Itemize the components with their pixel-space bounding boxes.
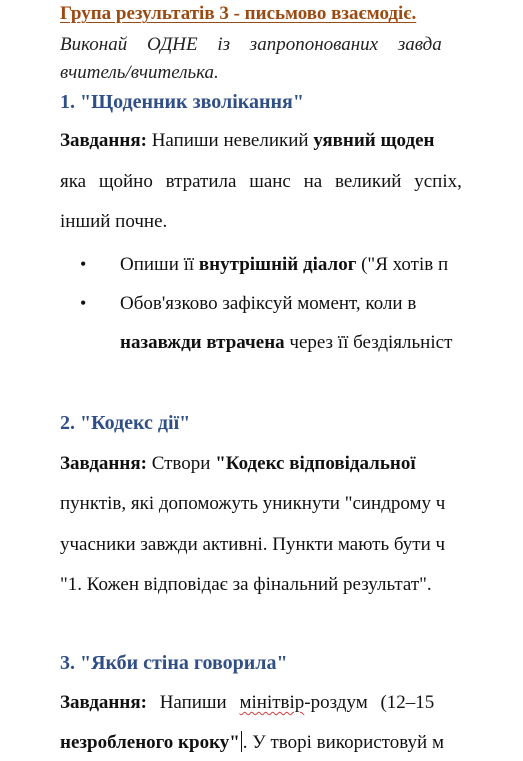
- task-2-line-1-text: Створи: [146, 453, 216, 474]
- task-label: Завдання:: [60, 130, 147, 151]
- task-1-line-3: інший почне.: [60, 211, 168, 232]
- task-3-line-1-text-a: Напиши: [146, 692, 240, 713]
- bullet-icon: •: [80, 293, 87, 313]
- bullet-item-2: [80, 291, 416, 316]
- bullet-2-text: Обов'язково зафіксуй момент, коли в: [120, 293, 417, 314]
- task-2-line-3: учасники завжди активні. Пункти мають бути ч: [60, 534, 446, 555]
- bullet-icon: •: [80, 254, 87, 274]
- task-2-line-2: пунктів, які допоможуть уникнути "синдрому ч: [60, 493, 446, 514]
- bullet-item-2-continuation: [120, 331, 452, 355]
- bullet-2-cont-text: через її бездіяльніст: [284, 332, 453, 353]
- task-2-line-1-bold: "Кодекс відповідальної: [215, 453, 416, 474]
- task-3-line-2-text: . У творі використовуй м: [242, 732, 444, 753]
- task-3-line-2: [60, 731, 444, 755]
- task-label: Завдання:: [60, 453, 147, 474]
- task-1-line-1-bold: уявний щоден: [313, 130, 435, 151]
- text-cursor: [241, 731, 242, 752]
- bullet-1-text: Опиши її: [120, 254, 199, 275]
- bullet-2-cont-bold: назавжди втрачена: [120, 332, 285, 353]
- task-3-line-2-bold: незробленого кроку": [60, 732, 240, 753]
- task-1-title: 1. "Щоденник зволікання": [60, 91, 304, 113]
- task-2-title: 2. "Кодекс дії": [60, 412, 191, 434]
- task-2-line-4: "1. Кожен відповідає за фінальний результат".: [60, 574, 432, 595]
- bullet-1-bold: внутрішній діалог: [198, 254, 357, 275]
- task-1-line-1: [60, 129, 435, 153]
- task-3-line-1: [60, 691, 434, 715]
- intro-line-1: Виконай ОДНЕ із запропонованих завда: [60, 34, 442, 55]
- task-1-line-1-text: Напиши невеликий: [146, 130, 314, 151]
- bullet-1-tail: ("Я хотів п: [356, 254, 449, 275]
- spellcheck-flagged-word[interactable]: мінітвір: [239, 692, 305, 713]
- task-2-line-1: [60, 452, 416, 476]
- intro-line-2: вчитель/вчителька.: [60, 62, 219, 83]
- task-label: Завдання:: [60, 692, 147, 713]
- task-3-title: 3. "Якби стіна говорила": [60, 652, 288, 674]
- task-1-line-2: яка щойно втратила шанс на великий успіх,: [60, 171, 462, 192]
- bullet-item-1: [80, 252, 448, 277]
- section-heading: Група результатів 3 - письмово взаємодіє.: [60, 3, 417, 24]
- task-3-line-1-text-b: -роздум (12–15: [304, 692, 435, 713]
